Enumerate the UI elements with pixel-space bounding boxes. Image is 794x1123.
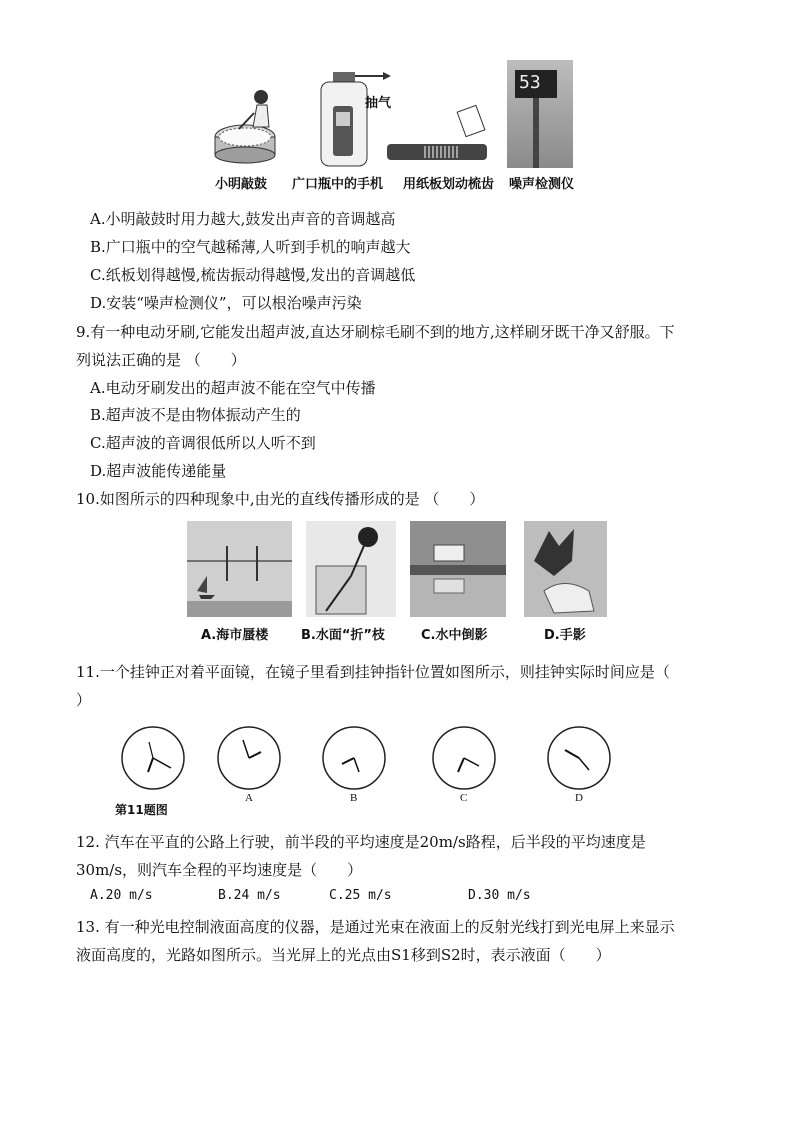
jar-phone-illustration — [313, 70, 393, 170]
q10-stem: 10.如图所示的四种现象中,由光的直线传播形成的是 （ ） — [76, 490, 485, 508]
q10-caption-a: A.海市蜃楼 — [201, 628, 269, 643]
q13-stem-line2: 液面高度的，光路如图所示。当光屏上的光点由S1移到S2时，表示液面（ ） — [76, 946, 611, 964]
clock-label-c: C — [460, 792, 468, 804]
clock-b — [321, 725, 387, 791]
q10-caption-b: B.水面“折”枝 — [301, 628, 385, 643]
q8-option-d: D.安装“噪声检测仪”，可以根治噪声污染 — [90, 294, 362, 312]
q9-option-c: C.超声波的音调很低所以人听不到 — [90, 434, 316, 452]
q10-caption-d: D.手影 — [544, 628, 586, 643]
clock-mirror — [120, 725, 186, 791]
figure-light-phenomena — [187, 521, 607, 646]
q12-option-c: C.25 m/s — [329, 888, 392, 903]
clock-label-b: B — [350, 792, 358, 804]
meter-reading: 53 — [519, 72, 541, 93]
q12-option-b: B.24 m/s — [218, 888, 281, 903]
caption-drum: 小明敲鼓 — [215, 177, 268, 192]
pump-label: 抽气 — [365, 96, 392, 111]
q12-stem-line2: 30m/s，则汽车全程的平均速度是（ ） — [76, 861, 363, 879]
caption-noise-meter: 噪声检测仪 — [509, 177, 575, 192]
refraction-photo — [306, 521, 396, 617]
caption-comb: 用纸板划动梳齿 — [403, 177, 495, 192]
reflection-photo — [410, 521, 506, 617]
noise-meter-photo — [507, 60, 573, 168]
clock-c — [431, 725, 497, 791]
q10-caption-c: C.水中倒影 — [421, 628, 488, 643]
q9-stem-line2: 列说法正确的是 （ ） — [76, 351, 246, 369]
q11-stem-line1: 11.一个挂钟正对着平面镜，在镜子里看到挂钟指针位置如图所示，则挂钟实际时间应是（ — [76, 663, 670, 681]
q12-option-d: D.30 m/s — [468, 888, 531, 903]
clock-a — [216, 725, 282, 791]
q11-stem-line2: ） — [76, 691, 92, 709]
figure-sound-scenes — [205, 60, 585, 195]
hand-shadow-photo — [524, 521, 607, 617]
q12-stem-line1: 12. 汽车在平直的公路上行驶，前半段的平均速度是20m/s路程，后半段的平均速度是 — [76, 833, 646, 851]
q13-stem-line1: 13. 有一种光电控制液面高度的仪器，是通过光束在液面上的反射光线打到光电屏上来显示 — [76, 918, 675, 936]
clock-label-d: D — [575, 792, 583, 804]
q8-option-a: A.小明敲鼓时用力越大,鼓发出声音的音调越高 — [90, 210, 396, 228]
comb-illustration — [385, 100, 495, 170]
caption-jar-phone: 广口瓶中的手机 — [292, 177, 384, 192]
q8-option-c: C.纸板划得越慢,梳齿振动得越慢,发出的音调越低 — [90, 266, 416, 284]
q9-option-a: A.电动牙刷发出的超声波不能在空气中传播 — [90, 379, 376, 397]
q12-option-a: A.20 m/s — [90, 888, 153, 903]
clock-figure-label: 第11题图 — [115, 803, 168, 817]
q8-option-b: B.广口瓶中的空气越稀薄,人听到手机的响声越大 — [90, 238, 411, 256]
q9-stem-line1: 9.有一种电动牙刷,它能发出超声波,直达牙刷棕毛刷不到的地方,这样刷牙既干净又舒服。下 — [76, 323, 675, 341]
drum-illustration — [209, 85, 289, 165]
mirage-photo — [187, 521, 292, 617]
figure-clocks — [115, 722, 615, 822]
clock-d — [546, 725, 612, 791]
q9-option-d: D.超声波能传递能量 — [90, 462, 227, 480]
q9-option-b: B.超声波不是由物体振动产生的 — [90, 406, 301, 424]
clock-label-a: A — [245, 792, 253, 804]
